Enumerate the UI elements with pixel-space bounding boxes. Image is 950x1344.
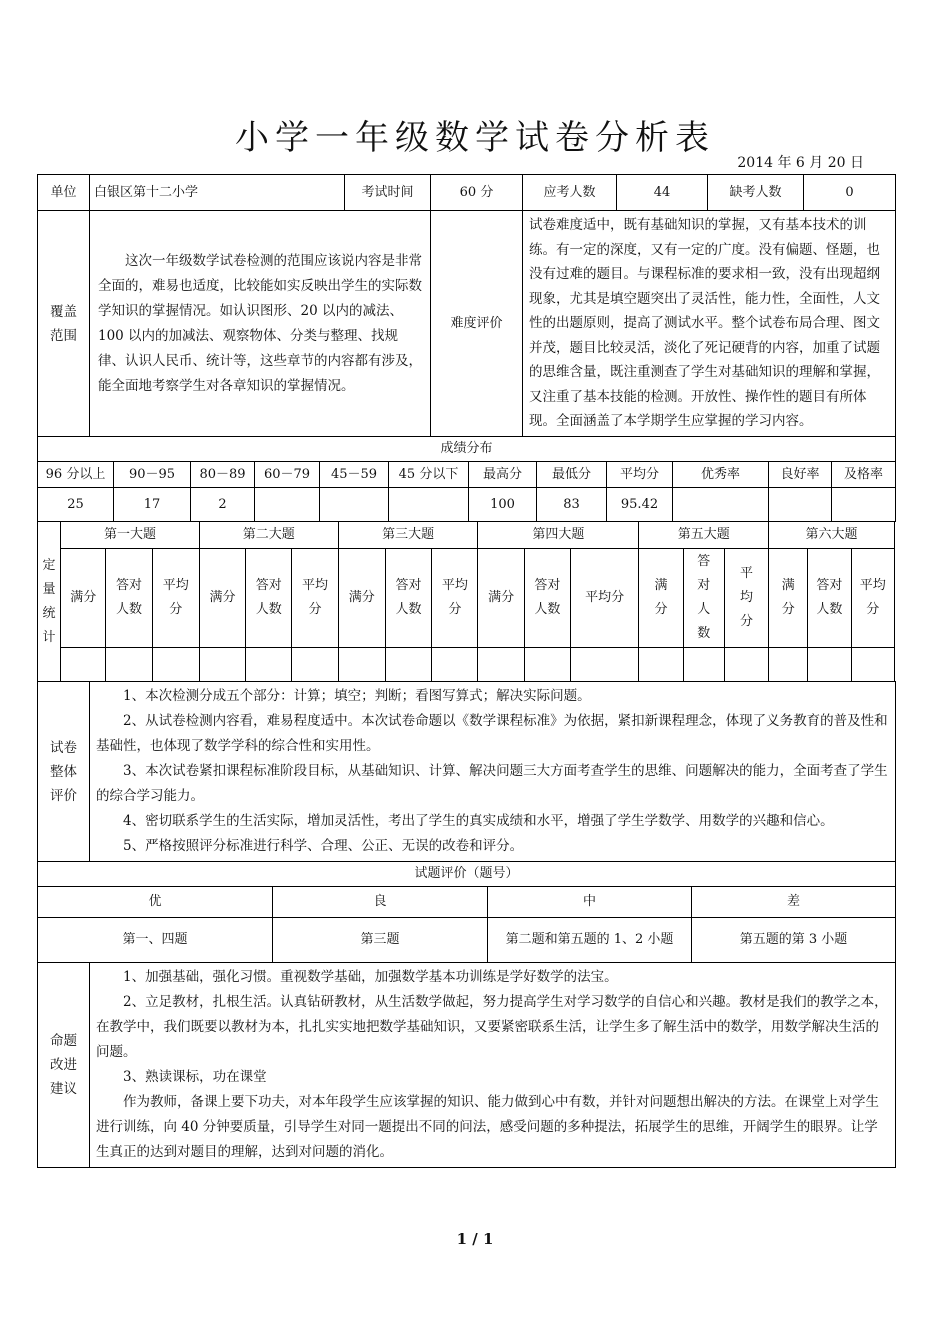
suggestions-label [38,963,90,1168]
score-header: 最高分 [469,462,537,488]
score-value [255,488,320,522]
quant-cell [432,648,478,682]
coverage-text: 这次一年级数学试卷检测的范围应该说内容是非常全面的，难易也适度，比较能如实反映出学生的实际数学知识的掌握情况。如认识图形、20 以内的减法、100 以内的加减法、观察物体、分类与整理、找规律、认识人民币、统计等，这些章节的内容都有涉及，能全面地考察学生对各章知识的掌握情况。 [98,252,422,394]
exam-time-label: 考试时间 [345,175,431,211]
score-value [832,488,896,522]
quant-section-2: 第二大题 [199,522,338,549]
quant-full: 满 分 [769,549,808,648]
score-value [673,488,769,522]
should-attend-label: 应考人数 [523,175,617,211]
score-value: 17 [114,488,191,522]
overall-item: 4、密切联系学生的生活实际，增加灵活性，考出了学生的真实成绩和水平，增强了学生学数学、用数学的兴趣和信心。 [123,813,834,829]
quant-label-char: 定 [42,557,56,573]
quant-section-3: 第三大题 [338,522,478,549]
overall-label-line3: 评价 [50,787,77,804]
should-attend-value: 44 [617,175,708,211]
quant-cell [639,648,683,682]
score-header: 最低分 [537,462,607,488]
quant-cell [246,648,292,682]
absent-value: 0 [804,175,896,211]
overall-label-line1: 试卷 [50,739,77,756]
quant-cell [385,648,431,682]
score-value: 25 [38,488,114,522]
score-table [37,436,896,522]
exam-time-value: 60 分 [431,175,523,211]
coverage-label-line1: 覆盖 [50,303,77,320]
coverage-label [38,211,90,437]
score-value: 83 [537,488,607,522]
quant-cell [724,648,768,682]
quant-cell [769,648,808,682]
quant-label-char: 量 [42,581,56,597]
report-date: 2014 年 6 月 20 日 [737,155,864,171]
suggestions-table [37,962,896,1168]
quant-correct: 答对 人数 [808,549,851,648]
rating-value-good: 第三题 [273,918,488,963]
unit-value: 白银区第十二小学 [90,175,345,211]
quant-cell [199,648,245,682]
suggestion-item: 作为教师，备课上要下功夫，对本年段学生应该掌握的知识、能力做到心中有数，并针对问题想出解决的方法。在课堂上对学生进行训练，向 40 分钟要质量，引导学生对同一题提出不同的问法，感受问题的多种提法，拓展学生的思维，开阔学生的眼界。让学生真正的达到对题目的理解，达到对问题的消化。 [96,1094,879,1160]
suggestions-label-line1: 命题 [50,1033,77,1049]
coverage-label-line2: 范围 [50,327,77,344]
suggestion-item: 3、熟读课标，功在课堂 [123,1069,267,1085]
header-table [37,174,896,211]
quant-correct: 答对 人数 [524,549,570,648]
quant-section-1: 第一大题 [61,522,200,549]
score-header: 45 分以下 [389,462,469,488]
quant-avg: 平 均 分 [724,549,768,648]
score-header: 60－79 [255,462,320,488]
score-section-title: 成绩分布 [38,437,896,462]
page-title: 小学一年级数学试卷分析表 [235,118,715,158]
score-value: 2 [191,488,255,522]
quant-full: 满分 [338,549,385,648]
rating-value-poor: 第五题的第 3 小题 [692,918,896,963]
quant-section-5: 第五大题 [639,522,769,549]
quant-correct: 答对 人数 [246,549,292,648]
quant-label-char: 统 [42,605,56,621]
coverage-text-cell [90,211,431,437]
quant-avg: 平均分 [570,549,638,648]
quant-full: 满分 [61,549,106,648]
suggestions-label-line2: 改进 [50,1057,77,1073]
score-value [389,488,469,522]
score-header: 80－89 [191,462,255,488]
score-value: 100 [469,488,537,522]
quant-correct: 答对 人数 [385,549,431,648]
quant-full: 满分 [199,549,245,648]
overall-item: 5、严格按照评分标准进行科学、合理、公正、无误的改卷和评分。 [123,838,524,854]
quant-cell [106,648,152,682]
score-header: 良好率 [769,462,832,488]
quant-avg: 平均 分 [152,549,199,648]
quant-label [38,522,61,682]
quant-cell [524,648,570,682]
suggestions-text-cell [90,963,896,1168]
quant-label-char: 计 [42,629,56,645]
quant-avg: 平均 分 [292,549,338,648]
quant-full: 满 分 [639,549,683,648]
quant-cell [851,648,894,682]
score-header: 96 分以上 [38,462,114,488]
quant-cell [808,648,851,682]
score-header: 90－95 [114,462,191,488]
rating-table [37,861,896,963]
coverage-table [37,210,896,437]
quant-cell [478,648,524,682]
quant-cell [570,648,638,682]
score-value [320,488,389,522]
rating-title: 试题评价（题号） [38,862,896,887]
quant-correct: 答对 人数 [106,549,152,648]
difficulty-label: 难度评价 [431,211,523,437]
rating-value-excellent: 第一、四题 [38,918,273,963]
quant-section-6: 第六大题 [769,522,895,549]
score-header: 及格率 [832,462,896,488]
quant-avg: 平均 分 [851,549,894,648]
quant-avg: 平均 分 [432,549,478,648]
overall-label [38,682,90,862]
quant-cell [338,648,385,682]
difficulty-text: 试卷难度适中，既有基础知识的掌握，又有基本技术的训练。有一定的深度，又有一定的广度。没有偏题、怪题，也没有过难的题目。与课程标准的要求相一致，没有出现超纲现象，尤其是填空题突出了灵活性，能力性，全面性，人文性的出题原则，提高了测试水平。整个试卷布局合理、图文并茂，题目比较灵活，淡化了死记硬背的内容，加重了试题的思维含量，既注重测查了学生对基础知识的理解和掌握，又注重了基本技能的检测。开放性、操作性的题目有所体现。全面涵盖了本学期学生应掌握的学习内容。 [529,217,880,430]
overall-label-line2: 整体 [50,763,77,780]
overall-item: 3、本次试卷紧扣课程标准阶段目标，从基础知识、计算、解决问题三大方面考查学生的思维、问题解决的能力，全面考查了学生的综合学习能力。 [96,763,888,804]
quant-correct: 答 对 人 数 [683,549,724,648]
rating-header-medium: 中 [488,887,692,918]
score-header: 平均分 [607,462,673,488]
quant-cell [61,648,106,682]
quant-section-4: 第四大题 [478,522,639,549]
rating-header-excellent: 优 [38,887,273,918]
suggestions-label-line3: 建议 [50,1081,77,1097]
score-header: 45－59 [320,462,389,488]
score-header: 优秀率 [673,462,769,488]
overall-item: 2、从试卷检测内容看，难易程度适中。本次试卷命题以《数学课程标准》为依据，紧扣新课程理念，体现了义务教育的普及性和基础性，也体现了数学学科的综合性和实用性。 [96,713,888,754]
suggestion-item: 1、加强基础，强化习惯。重视数学基础，加强数学基本功训练是学好数学的法宝。 [123,969,618,985]
absent-label: 缺考人数 [708,175,804,211]
overall-item: 1、本次检测分成五个部分：计算；填空；判断；看图写算式；解决实际问题。 [123,688,591,704]
rating-value-medium: 第二题和第五题的 1、2 小题 [488,918,692,963]
page-number: 1 / 1 [456,1230,494,1248]
overall-text-cell [90,682,896,862]
quant-table [37,521,895,682]
score-value [769,488,832,522]
quant-cell [683,648,724,682]
difficulty-text-cell [523,211,896,437]
analysis-sheet [37,174,895,1168]
quant-full: 满分 [478,549,524,648]
unit-label: 单位 [38,175,90,211]
rating-header-poor: 差 [692,887,896,918]
suggestion-item: 2、立足教材，扎根生活。认真钻研教材，从生活数学做起，努力提高学生对学习数学的自信心和兴趣。教材是我们的教学之本，在教学中，我们既要以教材为本，扎扎实实地把数学基础知识，又要紧密联系生活，让学生多了解生活中的数学，用数学解决生活的问题。 [96,994,888,1060]
rating-header-good: 良 [273,887,488,918]
quant-cell [152,648,199,682]
overall-table [37,681,896,862]
quant-cell [292,648,338,682]
score-value: 95.42 [607,488,673,522]
